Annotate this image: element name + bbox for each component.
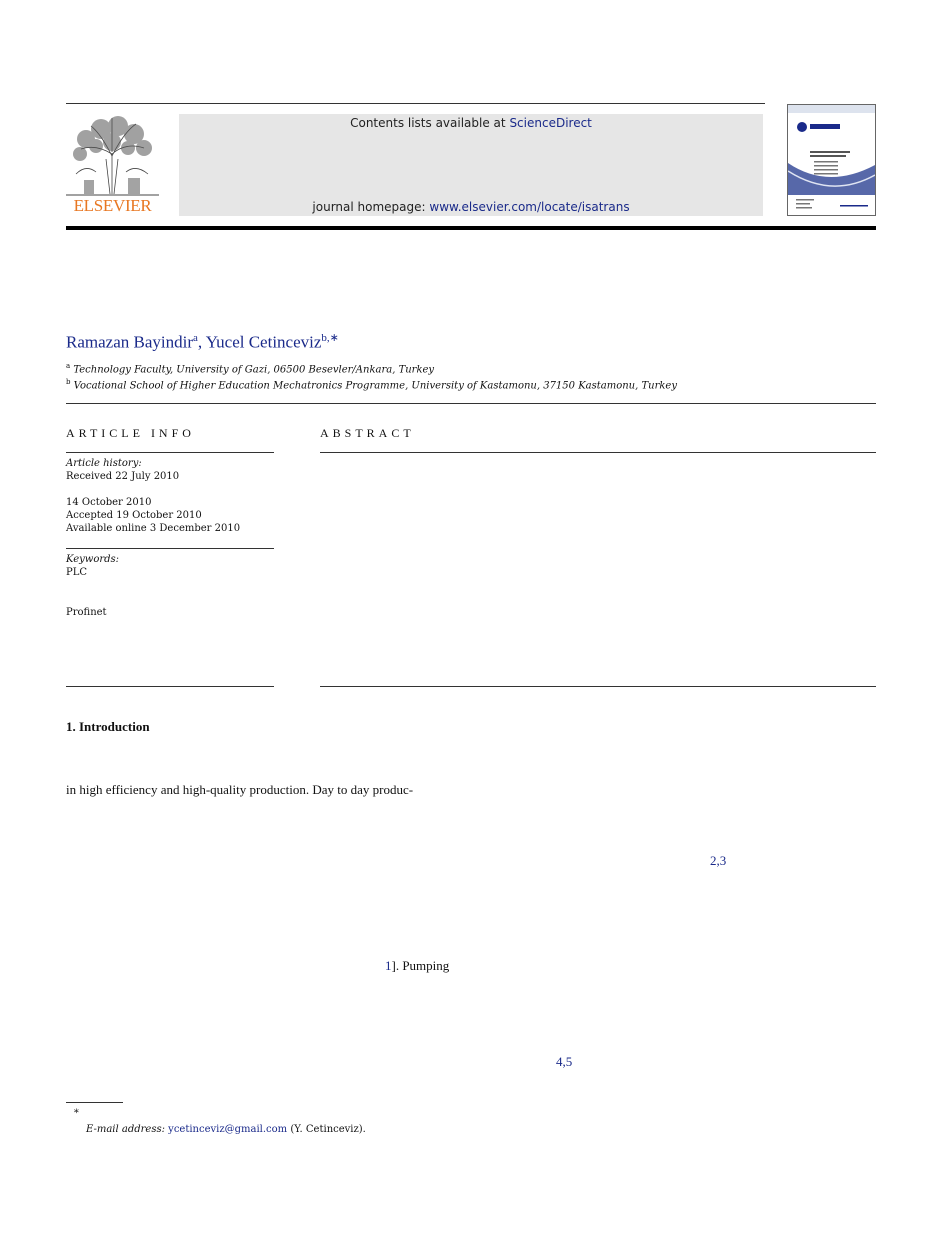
front-matter-rule [66,403,876,404]
affiliation-text: Technology Faculty, University of Gazi, 06500 Besevler/Ankara, Turkey [73,364,435,376]
body-line: in high efficiency and high-quality production. Day to day produc- [66,782,414,797]
footnote-name: (Y. Cetinceviz). [287,1124,366,1135]
affiliation [66,362,434,375]
citation-link[interactable]: 1 [385,958,392,973]
body-fragment-text: ]. Pumping [391,958,450,973]
keywords-rule [66,548,274,549]
abstract-rule [320,452,876,453]
journal-cover [787,104,876,216]
author-name[interactable]: Yucel Cetinceviz [205,332,322,352]
contents-line [179,116,763,130]
article-history [66,457,276,535]
author-name[interactable]: Ramazan Bayindir [66,332,193,352]
homepage-line [179,200,763,214]
author-separator: , [197,332,206,352]
sciencedirect-link[interactable]: ScienceDirect [509,116,592,130]
homepage-prefix: journal homepage: [312,200,430,214]
received-date: Received 22 July 2010 [66,471,180,482]
author-affil-marker: a [193,332,198,344]
keyword: PLC [66,567,88,578]
keywords [66,553,119,579]
section-heading: 1. Introduction [66,719,150,734]
online-date: Available online 3 December 2010 [66,523,241,534]
journal-homepage-link[interactable]: www.elsevier.com/locate/isatrans [429,200,630,214]
footnote-marker: ∗ [73,1106,80,1117]
header-bottom-rule [66,226,876,230]
revised-date: 14 October 2010 [66,497,152,508]
body-fragment [385,958,449,974]
affiliation-marker: b [66,378,71,386]
publisher-name: ELSEVIER [73,196,152,215]
email-label: E-mail address: [86,1124,169,1135]
article-info-rule [66,452,274,453]
tree-icon [66,114,159,196]
author-affil-marker: b,∗ [321,332,339,344]
abstract-heading: ABSTRACT [320,426,415,440]
article-info-bottom-rule [66,686,274,687]
header-top-rule [66,103,765,104]
affiliation [66,378,677,391]
article-info-heading: ARTICLE INFO [66,426,195,440]
citation-link[interactable]: 4,5 [556,1054,573,1069]
keyword: Profinet [66,607,107,618]
affiliation-text: Vocational School of Higher Education Mechatronics Programme, University of Kastamonu, 37150 Kastamonu, Turkey [73,380,677,392]
history-label: Article history: [66,458,142,469]
elsevier-logo [66,114,159,216]
footnote-rule [66,1102,123,1103]
keywords-label: Keywords: [66,554,120,565]
citation-link[interactable]: 2,3 [710,853,727,868]
abstract-bottom-rule [320,686,876,687]
author-list [66,331,339,353]
footnote [86,1124,366,1135]
journal-banner [179,114,763,216]
affiliation-marker: a [66,362,71,370]
accepted-date: Accepted 19 October 2010 [66,510,202,521]
contents-prefix: Contents lists available at [350,116,510,130]
email-link[interactable]: ycetinceviz@gmail.com [168,1124,288,1135]
